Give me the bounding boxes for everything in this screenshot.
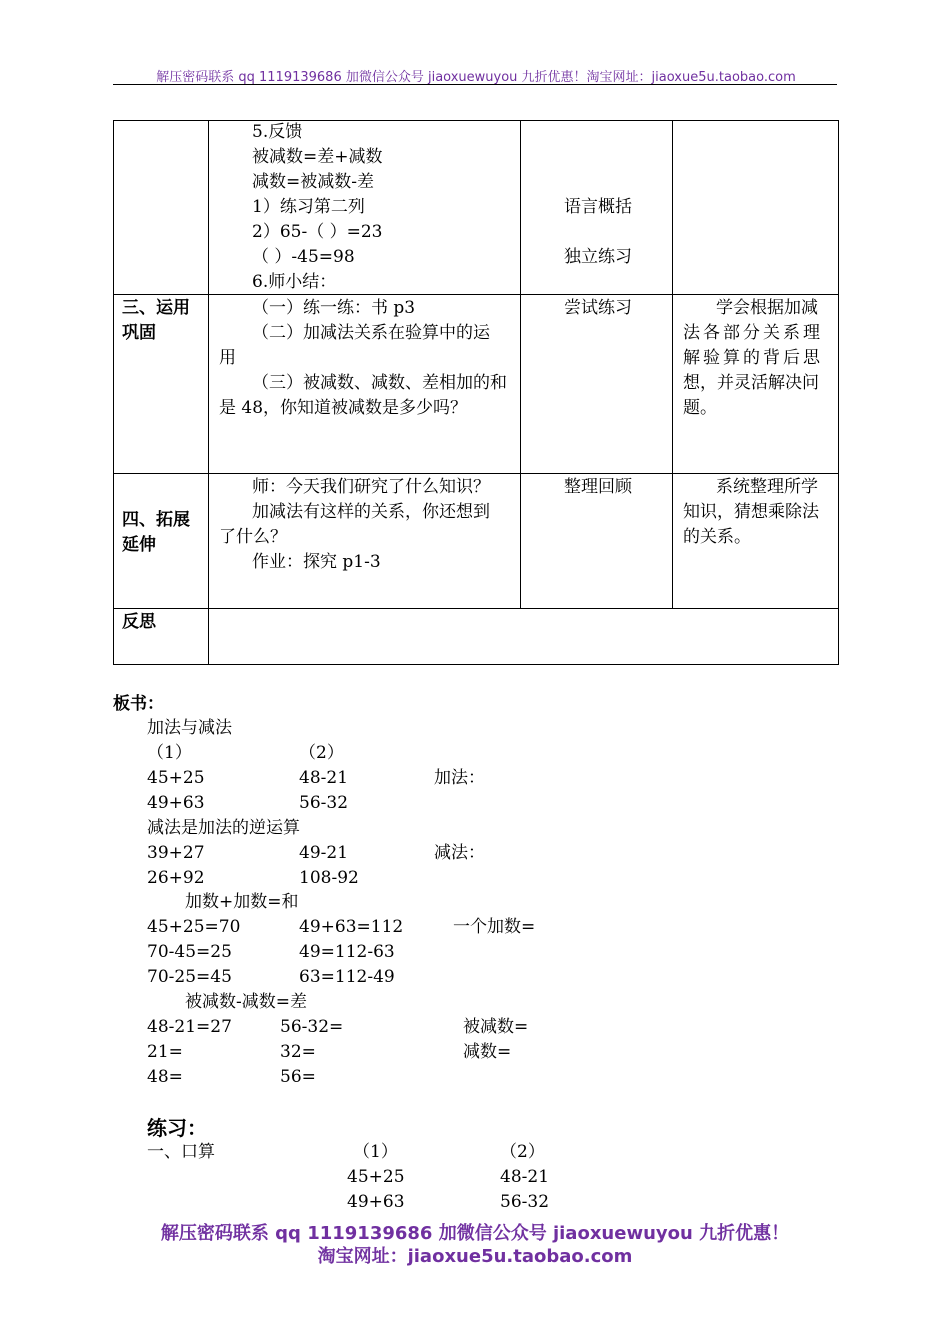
board-text: 49+63 [147, 793, 205, 813]
board-text: 49+63=112 [299, 917, 404, 937]
table-cell-text: 师：今天我们研究了什么知识？ [252, 477, 490, 497]
practice-expression: 48-21 [500, 1167, 550, 1187]
table-cell-text: 的关系。 [683, 527, 751, 547]
header-divider [113, 84, 837, 85]
table-cell-text: 2）65-（ ）=23 [252, 222, 383, 242]
table-cell-text: 5.反馈 [252, 122, 303, 142]
table-cell-text: 了什么？ [219, 527, 287, 547]
board-text: 56-32 [299, 793, 349, 813]
lesson-table [113, 120, 839, 665]
board-text: 56= [280, 1067, 316, 1087]
table-border-bottom [113, 664, 839, 665]
table-cell-text: 作业：探究 p1-3 [252, 552, 381, 572]
table-cell-text: （三）被减数、减数、差相加的和 [252, 373, 507, 393]
table-cell-text: 解验算的背后思 [683, 348, 823, 368]
table-cell-text: 想，并灵活解决问 [683, 373, 819, 393]
table-cell-text: 尝试练习 [564, 298, 632, 318]
table-cell-text: （ ）-45=98 [252, 247, 355, 267]
practice-expression: 45+25 [347, 1167, 405, 1187]
table-border-right [838, 120, 839, 665]
table-cell-text: 法各部分关系理 [683, 323, 823, 343]
board-text: 70-45=25 [147, 942, 232, 962]
board-text: 减法： [434, 843, 485, 863]
board-text: 39+27 [147, 843, 205, 863]
practice-expression: 49+63 [347, 1192, 405, 1212]
table-cell-text: 6.师小结： [252, 272, 337, 292]
board-text: 加数+加数=和 [185, 892, 299, 912]
row-divider-1 [113, 294, 839, 295]
table-divider-2 [520, 120, 521, 608]
table-cell-text: 系统整理所学 [716, 477, 818, 497]
board-text: 26+92 [147, 868, 205, 888]
board-text: 32= [280, 1042, 316, 1062]
table-cell-text: 用 [219, 348, 236, 368]
stage-label: 反思 [122, 612, 156, 632]
table-cell-text: （一）练一练：书 p3 [252, 298, 416, 318]
table-cell-text: 语言概括 [564, 197, 632, 217]
board-text: 49=112-63 [299, 942, 395, 962]
table-cell-text: 1）练习第二列 [252, 197, 365, 217]
board-text: 被减数-减数=差 [185, 992, 307, 1012]
board-text: 48= [147, 1067, 183, 1087]
board-text: 加法： [434, 768, 485, 788]
row-divider-3 [113, 608, 839, 609]
practice-expression: 56-32 [500, 1192, 550, 1212]
board-text: 21= [147, 1042, 183, 1062]
stage-label: 三、运用 [122, 298, 190, 318]
practice-col-label: （1） [353, 1142, 398, 1162]
board-text: （2） [299, 743, 344, 763]
stage-label: 巩固 [122, 323, 156, 343]
stage-label: 延伸 [122, 535, 156, 555]
board-text: 63=112-49 [299, 967, 395, 987]
board-text: 减法是加法的逆运算 [147, 818, 300, 838]
board-text: 被减数= [463, 1017, 529, 1037]
table-cell-text: 减数=被减数-差 [252, 172, 374, 192]
board-text: 49-21 [299, 843, 349, 863]
board-text: （1） [147, 743, 192, 763]
board-title: 加法与减法 [147, 718, 232, 738]
practice-col-label: （2） [500, 1142, 545, 1162]
board-text: 56-32= [280, 1017, 344, 1037]
row-divider-2 [113, 473, 839, 474]
stage-label: 四、拓展 [122, 510, 190, 530]
table-divider-1 [208, 120, 209, 665]
table-cell-text: 学会根据加减 [716, 298, 818, 318]
board-text: 48-21 [299, 768, 349, 788]
table-cell-text: 被减数=差+减数 [252, 147, 383, 167]
table-cell-text: 题。 [683, 398, 717, 418]
table-cell-text: 整理回顾 [564, 477, 632, 497]
footer-watermark-line1: 解压密码联系 qq 1119139686 加微信公众号 jiaoxuewuyou 九折优惠！ [160, 1223, 790, 1244]
board-text: 48-21=27 [147, 1017, 232, 1037]
table-cell-text: 知识，猜想乘除法 [683, 502, 819, 522]
table-border-left [113, 120, 114, 665]
board-text: 70-25=45 [147, 967, 232, 987]
table-cell-text: 加减法有这样的关系，你还想到 [252, 502, 490, 522]
board-text: 一个加数= [453, 917, 536, 937]
board-text: 45+25=70 [147, 917, 241, 937]
table-cell-text: （二）加减法关系在验算中的运 [252, 323, 490, 343]
board-text: 45+25 [147, 768, 205, 788]
table-divider-3 [672, 120, 673, 608]
board-text: 减数= [463, 1042, 512, 1062]
header-watermark: 解压密码联系 qq 1119139686 加微信公众号 jiaoxuewuyou 九折优惠！淘宝网址：jiaoxue5u.taobao.com [156, 70, 796, 85]
table-border-top [113, 120, 839, 121]
practice-heading: 练习： [147, 1116, 207, 1140]
board-heading: 板书： [113, 694, 164, 714]
table-cell-text: 是 48，你知道被减数是多少吗？ [219, 398, 468, 418]
practice-item: 一、口算 [147, 1142, 215, 1162]
footer-watermark-line2: 淘宝网址：jiaoxue5u.taobao.com [317, 1246, 633, 1267]
board-text: 108-92 [299, 868, 359, 888]
table-cell-text: 独立练习 [564, 247, 632, 267]
